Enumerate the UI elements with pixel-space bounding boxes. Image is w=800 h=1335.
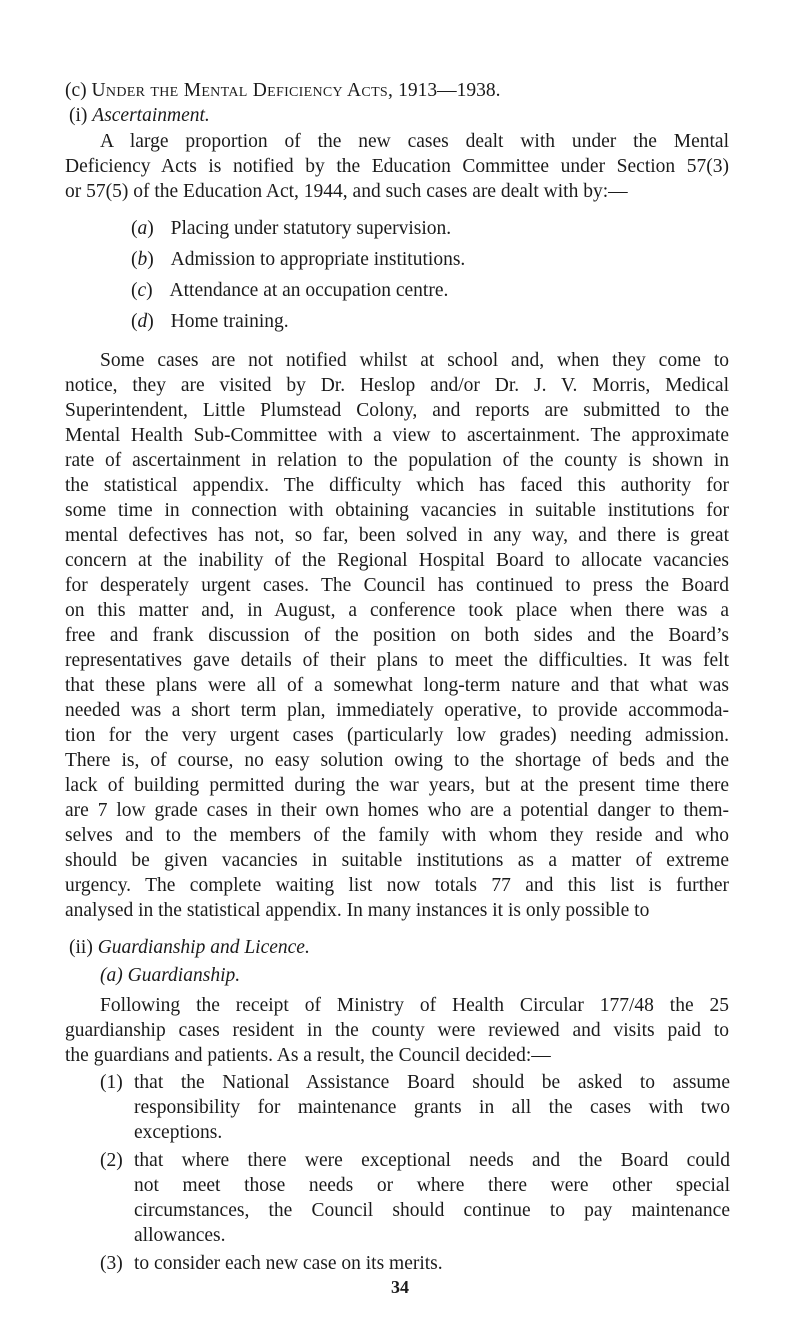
paragraph-body: on this matter and, in August, a conference took place when there was a [65,600,729,621]
paragraph-body: urgency. The complete waiting list now totals 77 and this list is further [65,875,729,896]
paragraph-body: that these plans were all of a somewhat long-term nature and that what was [65,675,729,696]
paragraph-body: notice, they are visited by Dr. Heslop and/or Dr. J. V. Morris, Medical [65,375,729,396]
list-item: not meet those needs or where there were other special [134,1175,730,1196]
list-item: allowances. [134,1225,226,1246]
paragraph-body: Mental Health Sub-Committee with a view to ascertainment. The approximate [65,425,729,446]
paragraph-body: tion for the very urgent cases (particularly low grades) needing admission. [65,725,729,746]
paragraph-intro: or 57(5) of the Education Act, 1944, and such cases are dealt with by:— [65,181,628,202]
section-heading: (c) Under the Mental Deficiency Acts, 1913—1938. [65,80,501,101]
list-item: that where there were exceptional needs and the Board could [134,1150,730,1171]
paragraph-body: for desperately urgent cases. The Council has continued to press the Board [65,575,729,596]
paragraph-body: should be given vacancies in suitable institutions as a matter of extreme [65,850,729,871]
paragraph-body: selves and to the members of the family with whom they reside and who [65,825,729,846]
list-item: (a) Placing under statutory supervision. [131,218,452,239]
subsection-heading-guardianship-licence: (ii) Guardianship and Licence. [69,937,310,958]
list-item: exceptions. [134,1122,223,1143]
paragraph-body: lack of building permitted during the war years, but at the present time there [65,775,729,796]
paragraph-body: the statistical appendix. The difficulty which has faced this authority for [65,475,729,496]
paragraph-body: mental defectives has not, so far, been solved in any way, and there is great [65,525,729,546]
paragraph-body: analysed in the statistical appendix. In many instances it is only possible to [65,900,650,921]
paragraph-body: Some cases are not notified whilst at school and, when they come to [100,350,729,371]
paragraph-body: needed was a short term plan, immediately operative, to provide accommoda- [65,700,729,721]
paragraph-body: some time in connection with obtaining vacancies in suitable institutions for [65,500,729,521]
paragraph-body: Superintendent, Little Plumstead Colony, and reports are submitted to the [65,400,729,421]
list-item: (d) Home training. [131,311,289,332]
paragraph-body: free and frank discussion of the position on both sides and the Board’s [65,625,729,646]
subsection-heading-ascertainment: (i) Ascertainment. [69,105,210,126]
paragraph-body: There is, of course, no easy solution owing to the shortage of beds and the [65,750,729,771]
list-item: (c) Attendance at an occupation centre. [131,280,449,301]
subsection-heading-guardianship: (a) Guardianship. [100,965,241,986]
paragraph-body: are 7 low grade cases in their own homes who are a potential danger to them- [65,800,729,821]
paragraph-intro: Deficiency Acts is notified by the Education Committee under Section 57(3) [65,156,729,177]
list-item-number: (2) [100,1150,123,1171]
list-item: that the National Assistance Board should be asked to assume [134,1072,730,1093]
paragraph-body: rate of ascertainment in relation to the population of the county is shown in [65,450,729,471]
paragraph-body: concern at the inability of the Regional Hospital Board to allocate vacancies [65,550,729,571]
list-item: circumstances, the Council should continue to pay maintenance [134,1200,730,1221]
list-item: (b) Admission to appropriate institutions. [131,249,466,270]
page-number: 34 [391,1277,409,1297]
paragraph-body: representatives gave details of their plans to meet the difficulties. It was felt [65,650,729,671]
list-item: to consider each new case on its merits. [134,1253,443,1274]
paragraph-guardianship: Following the receipt of Ministry of Health Circular 177/48 the 25 [100,995,729,1016]
list-item: responsibility for maintenance grants in all the cases with two [134,1097,730,1118]
paragraph-guardianship: the guardians and patients. As a result, the Council decided:— [65,1045,551,1066]
list-item-number: (1) [100,1072,123,1093]
list-item-number: (3) [100,1253,123,1274]
paragraph-intro: A large proportion of the new cases dealt with under the Mental [100,131,729,152]
paragraph-guardianship: guardianship cases resident in the county were reviewed and visits paid to [65,1020,729,1041]
